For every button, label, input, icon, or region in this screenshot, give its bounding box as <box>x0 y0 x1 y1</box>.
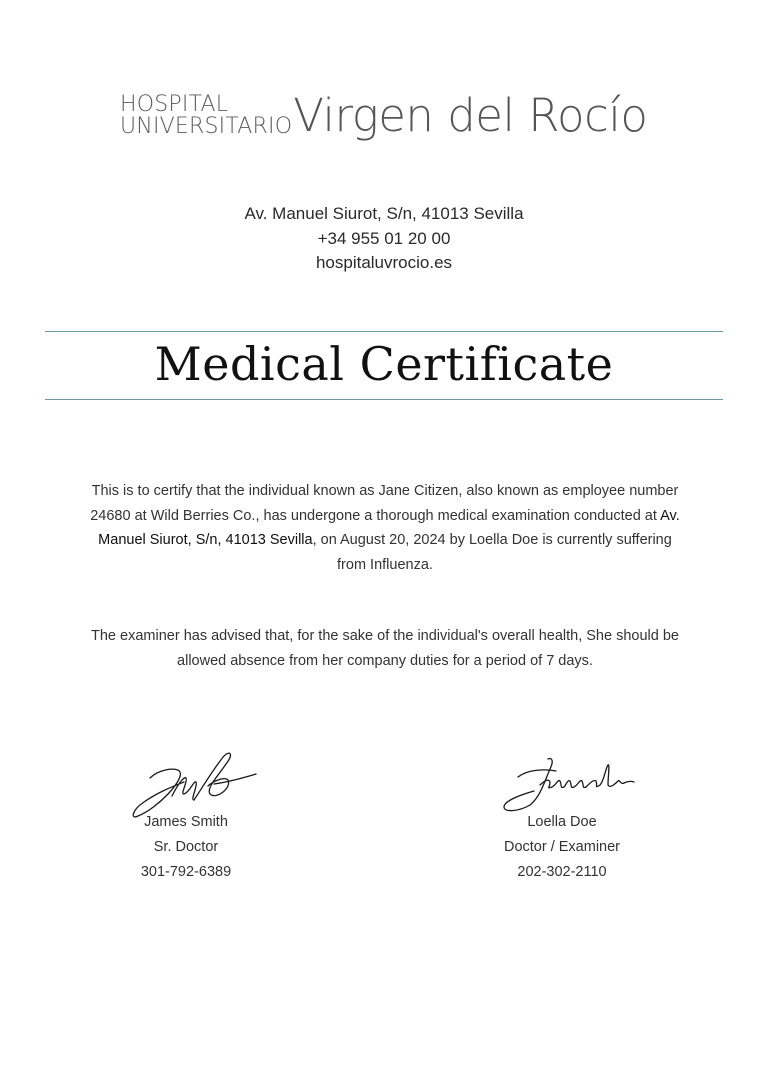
title-rule-bottom <box>45 399 723 400</box>
hospital-logo <box>120 82 647 142</box>
recommendation-paragraph: The examiner has advised that, for the sake of the individual's overall health, She should be allowed absence from her company duties for a period of 7 days. <box>91 628 679 669</box>
signatory-james-smith <box>76 810 296 885</box>
contact-block <box>0 202 768 276</box>
signatory-loella-doe <box>452 810 672 885</box>
contact-address: Av. Manuel Siurot, S/n, 41013 Sevilla <box>244 204 524 223</box>
signatory-role: Sr. Doctor <box>153 839 219 855</box>
contact-website: hospitaluvrocio.es <box>315 253 453 272</box>
signatory-name: Loella Doe <box>527 814 597 830</box>
certification-paragraph <box>86 479 684 577</box>
logo-line-universitario: UNIVERSITARIO <box>120 114 293 139</box>
signatory-phone: 301-792-6389 <box>140 864 232 880</box>
logo-line-hospital: HOSPITAL <box>120 92 229 117</box>
signatory-phone: 202-302-2110 <box>517 864 607 880</box>
signatory-name: James Smith <box>144 814 228 830</box>
logo-subtitle <box>120 94 292 138</box>
certification-text-part2: , on August 20, 2024 by Loella Doe is currently suffering from Influenza. <box>312 532 672 573</box>
certification-text-part1: This is to certify that the individual known as Jane Citizen, also known as employee number 24680 at Wild Berries Co., has undergone a thorough medical examination conducted at <box>90 483 679 524</box>
document-title: Medical Certificate <box>154 337 614 391</box>
logo-hospital-name: Virgen del Rocío <box>293 89 648 142</box>
examination-location: Av. Manuel Siurot, S/n, 41013 Sevilla <box>98 507 680 548</box>
signature-loella-doe-icon <box>500 755 635 815</box>
signatory-role: Doctor / Examiner <box>503 839 621 855</box>
contact-phone: +34 955 01 20 00 <box>317 228 451 248</box>
